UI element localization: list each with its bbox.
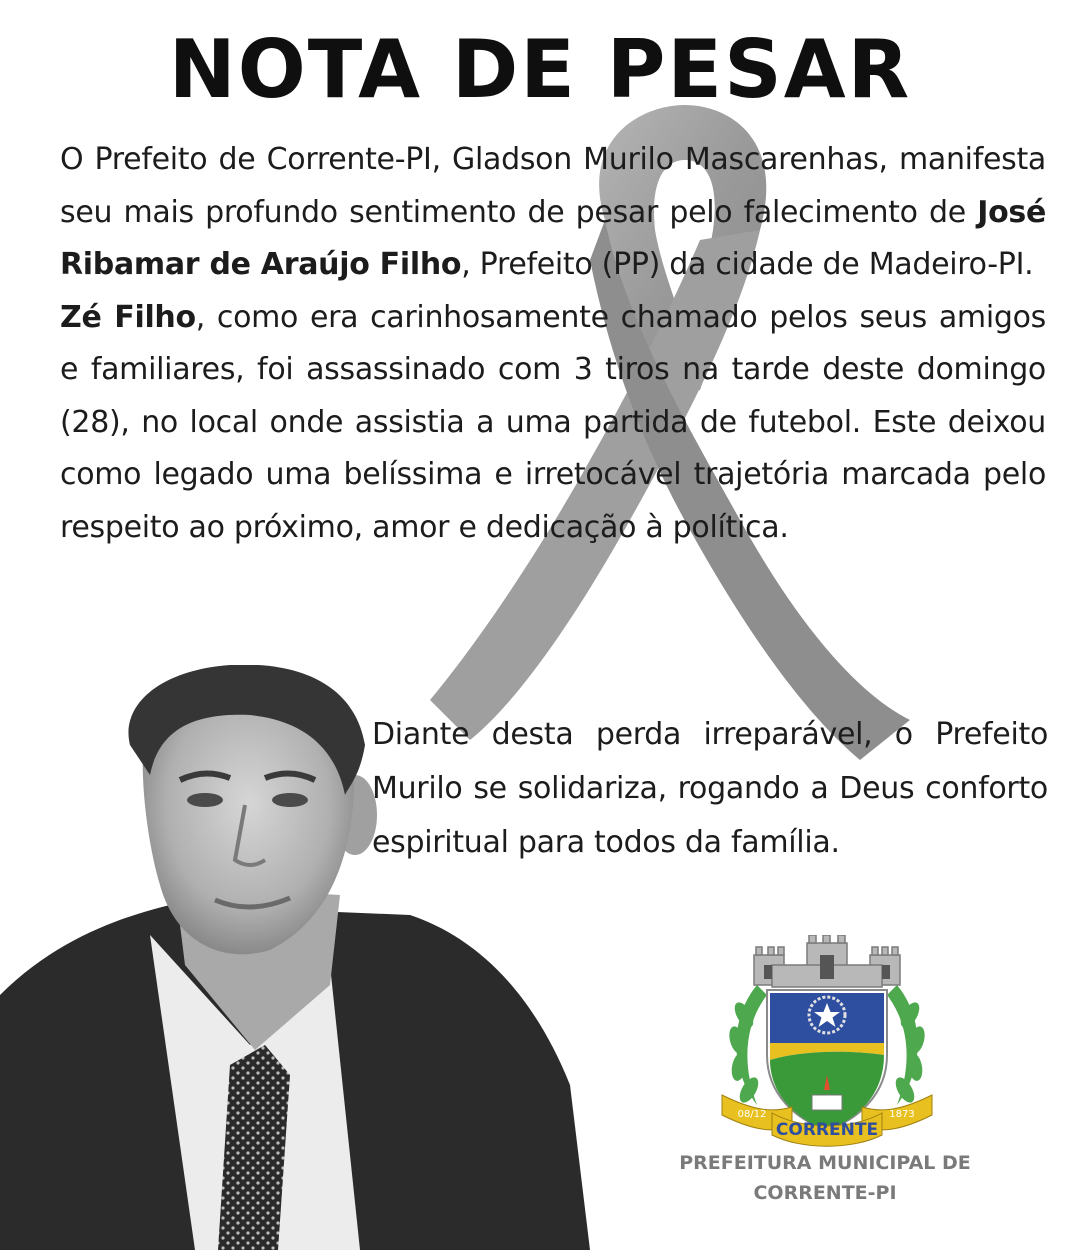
caption-line-1: PREFEITURA MUNICIPAL DE bbox=[679, 1152, 971, 1174]
crest-date-left: 08/12 bbox=[737, 1109, 767, 1120]
closing-text bbox=[372, 708, 1048, 870]
paragraph-2-text: , como era carinhosamente chamado pelos seus amigos e familiares, foi assassinado com 3 tiros na tarde deste domingo (28), no local onde assistia a uma partida de futebol. Este deixou como legado uma belíssima e irretocável trajetória marcada pelo respeito ao próximo, amor e dedicação à política. bbox=[60, 299, 1046, 545]
closing-paragraph: Diante desta perda irreparável, o Prefeito Murilo se solidariza, rogando a Deus conforto espiritual para todos da família. bbox=[372, 717, 1048, 860]
page-title: NOTA DE PESAR bbox=[168, 23, 912, 116]
paragraph-2 bbox=[60, 292, 1046, 555]
paragraph-1-intro: O Prefeito de Corrente-PI, Gladson Murilo Mascarenhas, manifesta seu mais profundo sentimento de pesar pelo falecimento de bbox=[60, 142, 1046, 230]
municipal-crest-icon bbox=[712, 935, 942, 1150]
crest-date-right: 1873 bbox=[889, 1109, 915, 1120]
crest-banner-text: CORRENTE bbox=[775, 1120, 879, 1140]
deceased-nickname: Zé Filho bbox=[60, 299, 196, 335]
municipality-caption bbox=[645, 1148, 1005, 1208]
condolence-text bbox=[60, 134, 1046, 554]
paragraph-1-end: , Prefeito (PP) da cidade de Madeiro-PI. bbox=[461, 247, 1034, 282]
paragraph-1 bbox=[60, 134, 1046, 292]
caption-line-2: CORRENTE-PI bbox=[753, 1182, 897, 1204]
deceased-full-name: José Ribamar de Araújo Filho bbox=[60, 194, 1046, 282]
